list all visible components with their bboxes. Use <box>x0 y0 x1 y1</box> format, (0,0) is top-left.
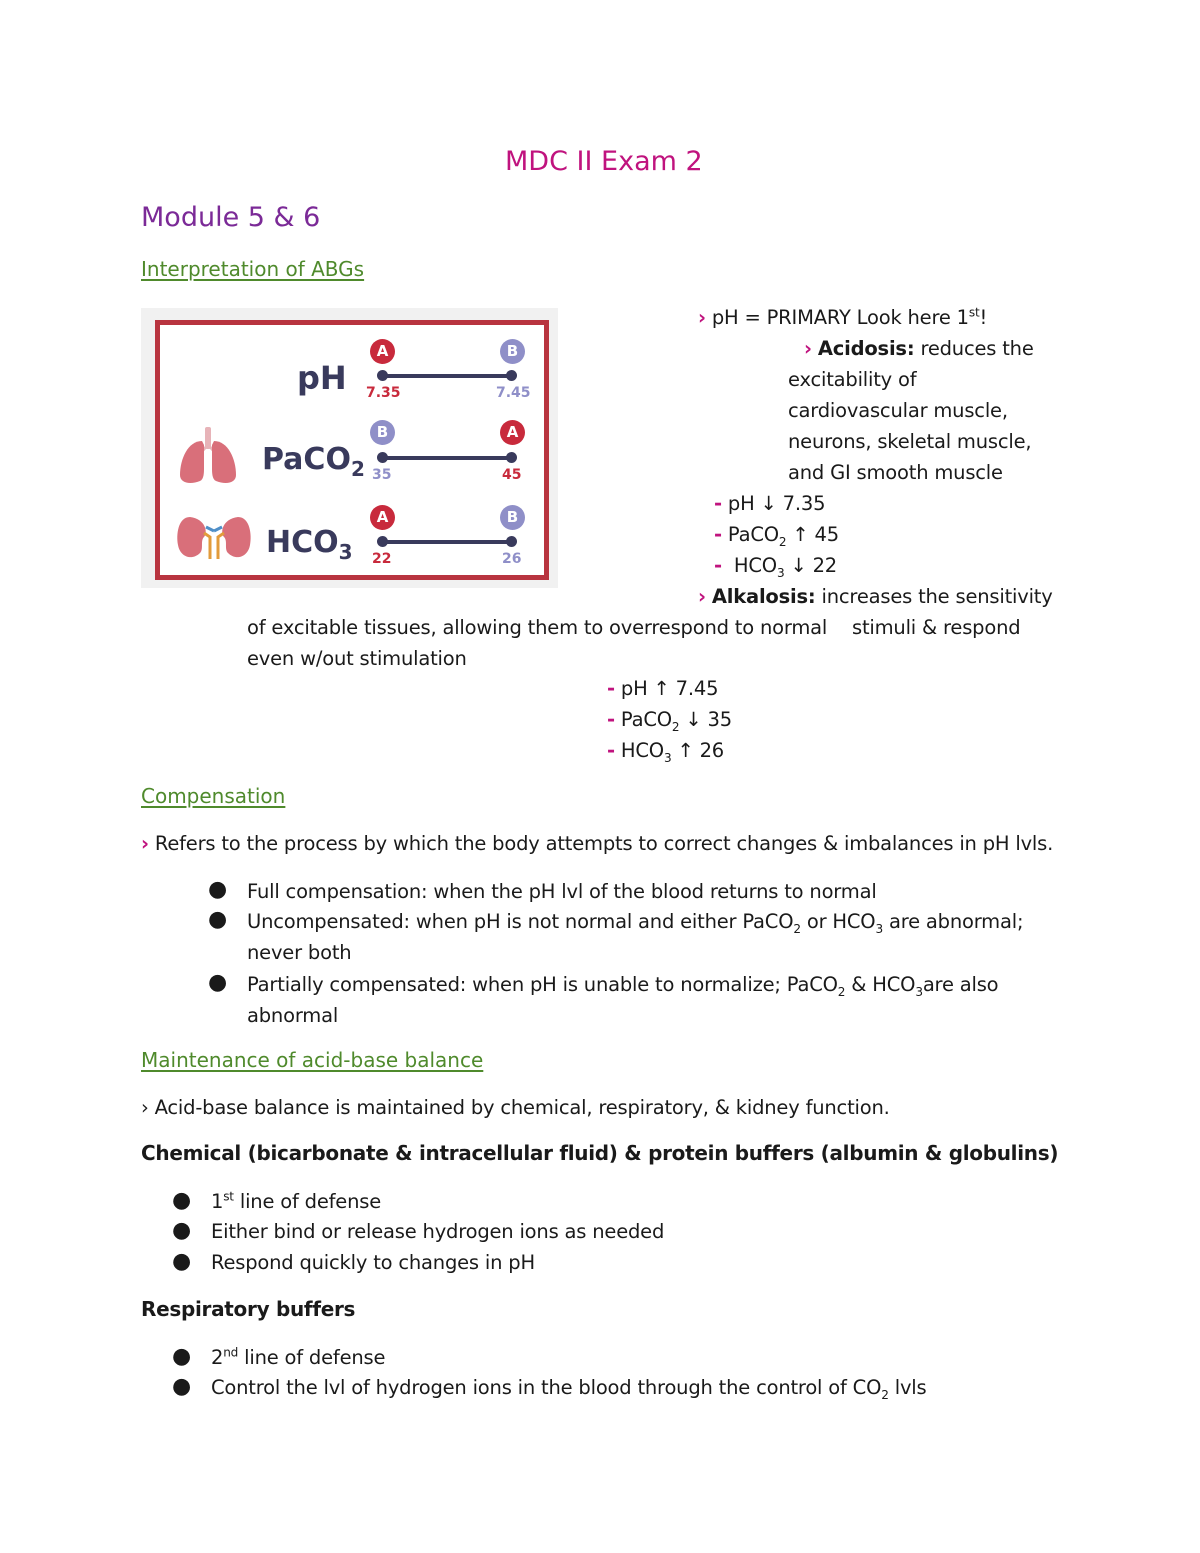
compensation-heading: Compensation <box>141 784 286 808</box>
ph-range-line <box>382 374 512 378</box>
alkalosis-note: › Alkalosis: increases the sensitivity <box>698 585 1053 608</box>
bullet-icon: ● <box>172 1218 192 1243</box>
maintenance-intro: › Acid-base balance is maintained by chemical, respiratory, & kidney function. <box>141 1096 890 1119</box>
ph-high-dot <box>506 370 517 381</box>
respiratory-buffers-heading: Respiratory buffers <box>141 1297 356 1321</box>
chemical-item: Either bind or release hydrogen ions as needed <box>211 1220 665 1243</box>
partially-compensated-item: Partially compensated: when pH is unable to normalize; PaCO$_2$ & $HCO_3are$ also <box>247 973 999 999</box>
alkalosis-paco2-value: - PaCO$_2$ ↓ 35 <box>607 708 732 734</box>
maintenance-heading: Maintenance of acid-base balance <box>141 1048 484 1072</box>
bullet-icon: ● <box>172 1344 192 1369</box>
abg-figure-frame <box>155 320 549 580</box>
ph-low-dot <box>377 370 388 381</box>
chemical-buffers-heading: Chemical (bicarbonate & intracellular fluid) & protein buffers (albumin & globulins) <box>141 1141 1059 1165</box>
badge-a: A <box>500 420 525 445</box>
chemical-item: 1st line of defense <box>211 1189 381 1213</box>
hco3-low-value: 22 <box>372 551 392 567</box>
bullet-icon: ● <box>172 1374 192 1399</box>
paco2-high-value: 45 <box>502 467 522 483</box>
uncompensated-item: Uncompensated: when pH is not normal and either PaCO$_2$ or $HCO_3$ are abnormal; <box>247 910 1024 936</box>
hco3-high-dot <box>506 536 517 547</box>
hco3-low-dot <box>377 536 388 547</box>
bullet-icon: ● <box>172 1188 192 1213</box>
module-heading: Module 5 & 6 <box>141 202 321 233</box>
alkalosis-desc-line: stimuli & respond <box>852 616 1021 639</box>
abg-reference-figure <box>141 308 558 588</box>
acidosis-ph-value: - pH ↓ 7.35 <box>714 492 826 515</box>
badge-a: A <box>370 339 395 364</box>
alkalosis-desc-line: of excitable tissues, allowing them to overrespond to normal <box>247 616 828 639</box>
full-compensation-item: Full compensation: when the pH lvl of the blood returns to normal <box>247 880 877 903</box>
figure-paco2-label: PaCO$_2$ <box>262 442 365 481</box>
ph-primary-note: › pH = PRIMARY Look here 1st! <box>698 305 988 329</box>
respiratory-item: Control the lvl of hydrogen ions in the blood through the control of $CO_2$ lvls <box>211 1376 927 1402</box>
uncompensated-item-cont: never both <box>247 941 352 964</box>
acidosis-desc-line: and GI smooth muscle <box>788 461 1003 484</box>
bullet-icon: ● <box>208 907 228 932</box>
acidosis-hco3-value: - $HCO_3$ ↓ 22 <box>714 554 837 580</box>
badge-b: B <box>500 505 525 530</box>
hco3-high-value: 26 <box>502 551 522 567</box>
respiratory-item: 2nd line of defense <box>211 1345 386 1369</box>
acidosis-desc-line: neurons, skeletal muscle, <box>788 430 1032 453</box>
chemical-item: Respond quickly to changes in pH <box>211 1251 535 1274</box>
acidosis-paco2-value: - PaCO$_2$ ↑ 45 <box>714 523 839 549</box>
paco2-low-dot <box>377 452 388 463</box>
ph-low-value: 7.35 <box>366 385 401 401</box>
bullet-icon: ● <box>208 970 228 995</box>
hco3-range-line <box>382 540 512 544</box>
ph-high-value: 7.45 <box>496 385 531 401</box>
paco2-range-line <box>382 456 512 460</box>
acidosis-desc-line: excitability of <box>788 368 917 391</box>
badge-a: A <box>370 505 395 530</box>
badge-b: B <box>500 339 525 364</box>
paco2-high-dot <box>506 452 517 463</box>
badge-b: B <box>370 420 395 445</box>
alkalosis-hco3-value: - $HCO_3$ ↑ 26 <box>607 739 724 765</box>
bullet-icon: ● <box>172 1249 192 1274</box>
document-title: MDC II Exam 2 <box>505 146 703 177</box>
acidosis-desc-line: cardiovascular muscle, <box>788 399 1008 422</box>
figure-ph-label: pH <box>297 359 347 397</box>
acidosis-note: › Acidosis: reduces the <box>804 337 1034 360</box>
compensation-intro: › Refers to the process by which the body attempts to correct changes & imbalances in pH lvls. <box>141 832 1054 855</box>
alkalosis-desc-line: even w/out stimulation <box>247 647 467 670</box>
paco2-low-value: 35 <box>372 467 392 483</box>
bullet-icon: ● <box>208 877 228 902</box>
alkalosis-ph-value: - pH ↑ 7.45 <box>607 677 719 700</box>
abg-section-heading: Interpretation of ABGs <box>141 257 365 281</box>
figure-hco3-label: $HCO_3$ <box>266 525 353 564</box>
partially-compensated-item-cont: abnormal <box>247 1004 339 1027</box>
